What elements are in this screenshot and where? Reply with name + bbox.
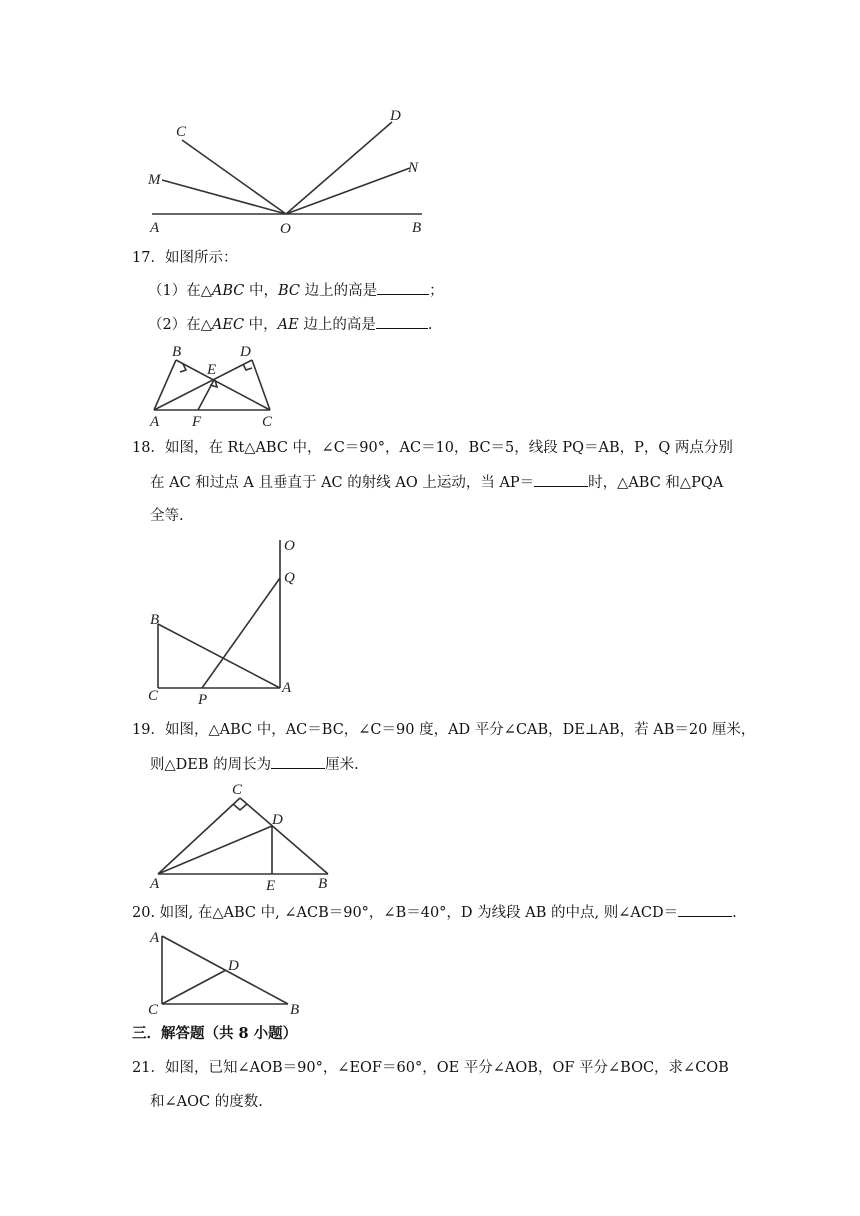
svg-text:P: P xyxy=(198,692,208,708)
svg-text:A: A xyxy=(150,414,160,430)
svg-text:A: A xyxy=(150,930,160,946)
answer-blank xyxy=(377,280,429,295)
figure-q18 xyxy=(140,532,310,712)
section-heading: 三．解答题（共 8 小题） xyxy=(132,1025,298,1042)
label-n: N xyxy=(408,160,419,176)
svg-text:O: O xyxy=(284,538,295,554)
ray-on xyxy=(286,168,410,214)
ray-od xyxy=(286,122,392,214)
q17-part2: （2）在△AEC 中，AE 边上的高是 . xyxy=(148,314,432,335)
svg-text:C: C xyxy=(232,782,243,798)
figure-q20 xyxy=(140,924,310,1020)
q17-part1: （1）在△ABC 中，BC 边上的高是 ； xyxy=(148,280,444,301)
svg-text:D: D xyxy=(272,812,283,828)
answer-blank xyxy=(678,902,732,917)
svg-text:F: F xyxy=(192,414,202,430)
label-a: A xyxy=(150,220,160,236)
q21-line2: 和∠AOC 的度数. xyxy=(150,1094,263,1110)
figure-q17 xyxy=(140,340,290,432)
svg-text:Q: Q xyxy=(284,570,295,586)
svg-text:B: B xyxy=(150,612,160,628)
ray-om xyxy=(162,180,286,214)
figure-angles xyxy=(140,100,440,240)
label-b: B xyxy=(412,220,422,236)
figure-q19 xyxy=(140,776,340,892)
svg-text:A: A xyxy=(150,876,160,892)
q18-line3: 全等. xyxy=(150,508,184,524)
q21-line1: 21．如图，已知∠AOB＝90°，∠EOF＝60°，OE 平分∠AOB，OF 平分∠BOC，求∠COB xyxy=(132,1060,729,1076)
svg-text:E: E xyxy=(207,362,217,378)
q18-line1: 18．如图，在 Rt△ABC 中，∠C＝90°，AC＝10，BC＝5，线段 PQ＝AB，P，Q 两点分别 xyxy=(132,440,733,456)
svg-text:C: C xyxy=(262,414,273,430)
svg-text:B: B xyxy=(290,1002,300,1018)
label-d: D xyxy=(390,108,401,124)
svg-text:A: A xyxy=(282,680,292,696)
answer-blank xyxy=(376,314,428,329)
svg-text:E: E xyxy=(266,878,276,892)
label-c: C xyxy=(176,124,187,140)
svg-text:C: C xyxy=(148,1002,159,1018)
label-o: O xyxy=(280,221,291,237)
q19-line1: 19．如图，△ABC 中，AC＝BC，∠C＝90 度，AD 平分∠CAB，DE⊥AB，若 AB＝20 厘米， xyxy=(132,722,756,738)
svg-text:C: C xyxy=(148,688,159,704)
svg-text:B: B xyxy=(172,344,182,360)
q19-line2: 则△DEB 的周长为 厘米. xyxy=(150,754,359,775)
q17-stem: 17．如图所示： xyxy=(132,250,238,266)
svg-text:D: D xyxy=(240,344,251,360)
ray-oc xyxy=(182,140,286,214)
answer-blank xyxy=(271,754,325,769)
svg-text:B: B xyxy=(318,876,328,892)
label-m: M xyxy=(148,172,161,188)
q18-line2: 在 AC 和过点 A 且垂直于 AC 的射线 AO 上运动，当 AP＝ 时，△ABC 和△PQA xyxy=(150,472,723,493)
q20-line1: 20. 如图, 在△ABC 中, ∠ACB＝90°，∠B＝40°，D 为线段 AB 的中点, 则∠ACD＝ . xyxy=(132,902,737,923)
svg-text:D: D xyxy=(228,958,239,974)
answer-blank xyxy=(534,472,588,487)
